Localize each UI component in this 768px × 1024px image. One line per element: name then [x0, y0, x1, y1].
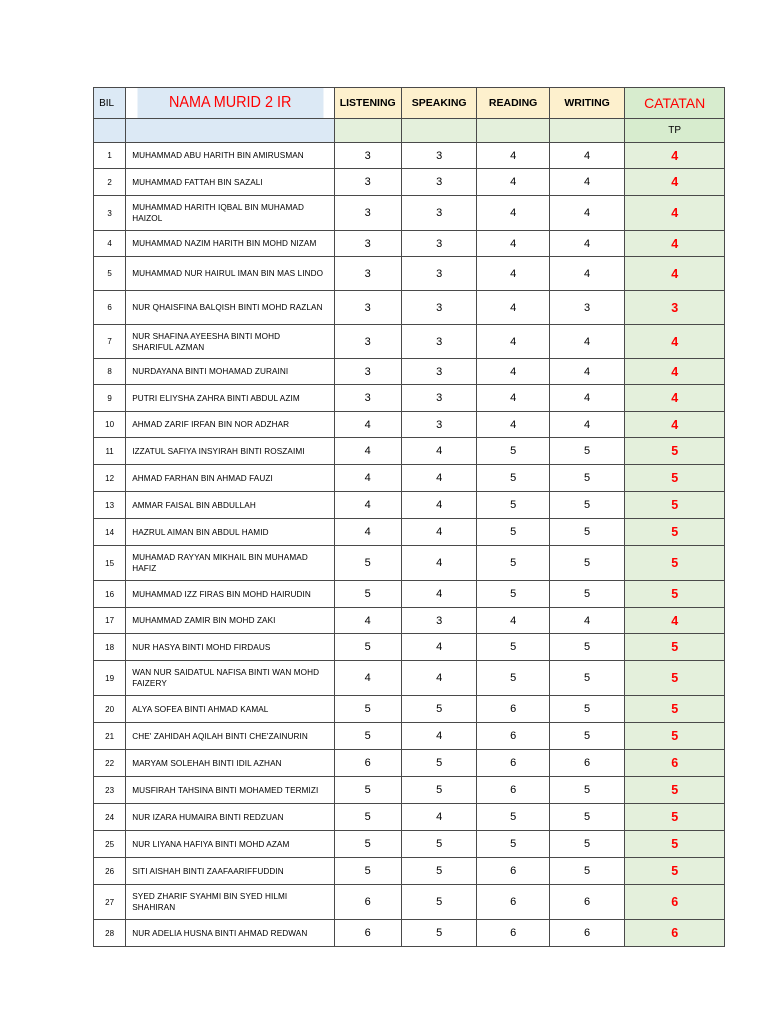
listening-score: 4: [334, 412, 401, 438]
reading-score: 4: [477, 325, 549, 359]
student-name: MUHAMMAD HARITH IQBAL BIN MUHAMAD HAIZOL: [126, 196, 334, 231]
subheader-empty: [401, 119, 476, 143]
table-row: [94, 231, 725, 257]
reading-score: 5: [477, 465, 549, 492]
row-number: 19: [94, 661, 126, 696]
reading-score: 6: [477, 750, 549, 777]
tp-level: 5: [625, 777, 725, 804]
table-row: [94, 661, 725, 696]
tp-level: 5: [625, 438, 725, 465]
student-name: MUHAMAD RAYYAN MIKHAIL BIN MUHAMAD HAFIZ: [126, 546, 334, 581]
row-number: 1: [94, 143, 126, 169]
speaking-score: 3: [401, 257, 476, 291]
table-row: [94, 143, 725, 169]
student-name: AMMAR FAISAL BIN ABDULLAH: [126, 492, 334, 519]
listening-score: 4: [334, 438, 401, 465]
reading-score: 4: [477, 257, 549, 291]
tp-level: 4: [625, 196, 725, 231]
table-row: [94, 546, 725, 581]
speaking-score: 3: [401, 385, 476, 412]
writing-score: 4: [549, 257, 624, 291]
row-number: 14: [94, 519, 126, 546]
student-name: NUR QHAISFINA BALQISH BINTI MOHD RAZLAN: [126, 291, 334, 325]
listening-score: 6: [334, 885, 401, 920]
writing-score: 4: [549, 231, 624, 257]
speaking-score: 4: [401, 661, 476, 696]
writing-score: 4: [549, 325, 624, 359]
listening-score: 5: [334, 634, 401, 661]
reading-score: 6: [477, 920, 549, 947]
tp-level: 3: [625, 291, 725, 325]
writing-score: 5: [549, 858, 624, 885]
reading-score: 6: [477, 885, 549, 920]
listening-score: 5: [334, 723, 401, 750]
speaking-score: 3: [401, 169, 476, 196]
listening-score: 4: [334, 519, 401, 546]
row-number: 15: [94, 546, 126, 581]
reading-score: 4: [477, 143, 549, 169]
reading-score: 5: [477, 546, 549, 581]
student-name: NUR SHAFINA AYEESHA BINTI MOHD SHARIFUL AZMAN: [126, 325, 334, 359]
row-number: 2: [94, 169, 126, 196]
tp-level: 5: [625, 696, 725, 723]
row-number: 11: [94, 438, 126, 465]
table-row: [94, 519, 725, 546]
listening-score: 3: [334, 196, 401, 231]
reading-score: 6: [477, 696, 549, 723]
student-name: MUHAMMAD FATTAH BIN SAZALI: [126, 169, 334, 196]
writing-score: 4: [549, 196, 624, 231]
listening-score: 3: [334, 143, 401, 169]
tp-level: 4: [625, 169, 725, 196]
tp-level: 5: [625, 492, 725, 519]
speaking-score: 3: [401, 359, 476, 385]
row-number: 4: [94, 231, 126, 257]
writing-score: 5: [549, 581, 624, 608]
writing-score: 5: [549, 634, 624, 661]
header-speaking: SPEAKING: [401, 88, 476, 119]
reading-score: 5: [477, 661, 549, 696]
reading-score: 4: [477, 231, 549, 257]
writing-score: 5: [549, 438, 624, 465]
header-class-title: NAMA MURID 2 IR: [136, 88, 323, 119]
writing-score: 5: [549, 777, 624, 804]
table-row: [94, 385, 725, 412]
row-number: 8: [94, 359, 126, 385]
row-number: 13: [94, 492, 126, 519]
speaking-score: 3: [401, 231, 476, 257]
listening-score: 3: [334, 385, 401, 412]
writing-score: 4: [549, 608, 624, 634]
row-number: 16: [94, 581, 126, 608]
speaking-score: 5: [401, 920, 476, 947]
subheader-row: [94, 119, 725, 143]
writing-score: 4: [549, 143, 624, 169]
subheader-empty: [549, 119, 624, 143]
listening-score: 5: [334, 581, 401, 608]
header-writing: WRITING: [549, 88, 624, 119]
student-name: MUHAMMAD ZAMIR BIN MOHD ZAKI: [126, 608, 334, 634]
header-row: [94, 88, 725, 119]
tp-level: 4: [625, 359, 725, 385]
tp-level: 5: [625, 634, 725, 661]
reading-score: 4: [477, 359, 549, 385]
student-name: WAN NUR SAIDATUL NAFISA BINTI WAN MOHD FAIZERY: [126, 661, 334, 696]
table-row: [94, 359, 725, 385]
writing-score: 5: [549, 492, 624, 519]
student-name: MARYAM SOLEHAH BINTI IDIL AZHAN: [126, 750, 334, 777]
writing-score: 3: [549, 291, 624, 325]
listening-score: 3: [334, 325, 401, 359]
row-number: 28: [94, 920, 126, 947]
student-name: MUHAMMAD IZZ FIRAS BIN MOHD HAIRUDIN: [126, 581, 334, 608]
tp-level: 4: [625, 231, 725, 257]
tp-level: 4: [625, 143, 725, 169]
subheader-empty: [477, 119, 549, 143]
writing-score: 6: [549, 750, 624, 777]
table-row: [94, 169, 725, 196]
listening-score: 3: [334, 231, 401, 257]
table-row: [94, 885, 725, 920]
row-number: 12: [94, 465, 126, 492]
row-number: 21: [94, 723, 126, 750]
listening-score: 5: [334, 831, 401, 858]
subheader-empty: [334, 119, 401, 143]
student-name: NURDAYANA BINTI MOHAMAD ZURAINI: [126, 359, 334, 385]
listening-score: 4: [334, 661, 401, 696]
student-name: CHE' ZAHIDAH AQILAH BINTI CHE'ZAINURIN: [126, 723, 334, 750]
speaking-score: 5: [401, 696, 476, 723]
writing-score: 5: [549, 546, 624, 581]
listening-score: 6: [334, 750, 401, 777]
reading-score: 5: [477, 634, 549, 661]
row-number: 24: [94, 804, 126, 831]
row-number: 9: [94, 385, 126, 412]
writing-score: 5: [549, 519, 624, 546]
listening-score: 4: [334, 465, 401, 492]
writing-score: 5: [549, 465, 624, 492]
writing-score: 4: [549, 359, 624, 385]
row-number: 20: [94, 696, 126, 723]
student-name: ALYA SOFEA BINTI AHMAD KAMAL: [126, 696, 334, 723]
tp-level: 4: [625, 257, 725, 291]
table-row: [94, 750, 725, 777]
row-number: 3: [94, 196, 126, 231]
speaking-score: 4: [401, 581, 476, 608]
student-name: HAZRUL AIMAN BIN ABDUL HAMID: [126, 519, 334, 546]
student-name: NUR LIYANA HAFIYA BINTI MOHD AZAM: [126, 831, 334, 858]
reading-score: 6: [477, 777, 549, 804]
student-name: AHMAD FARHAN BIN AHMAD FAUZI: [126, 465, 334, 492]
table-row: [94, 608, 725, 634]
reading-score: 6: [477, 723, 549, 750]
tp-level: 5: [625, 661, 725, 696]
reading-score: 5: [477, 831, 549, 858]
writing-score: 4: [549, 385, 624, 412]
row-number: 27: [94, 885, 126, 920]
table-row: [94, 257, 725, 291]
table-row: [94, 438, 725, 465]
writing-score: 6: [549, 885, 624, 920]
tp-level: 5: [625, 546, 725, 581]
table-row: [94, 291, 725, 325]
table-row: [94, 777, 725, 804]
reading-score: 4: [477, 291, 549, 325]
header-reading: READING: [477, 88, 549, 119]
listening-score: 5: [334, 858, 401, 885]
student-name: NUR IZARA HUMAIRA BINTI REDZUAN: [126, 804, 334, 831]
tp-level: 5: [625, 465, 725, 492]
row-number: 5: [94, 257, 126, 291]
student-name: MUHAMMAD NAZIM HARITH BIN MOHD NIZAM: [126, 231, 334, 257]
speaking-score: 3: [401, 196, 476, 231]
speaking-score: 5: [401, 777, 476, 804]
speaking-score: 3: [401, 608, 476, 634]
table-row: [94, 465, 725, 492]
speaking-score: 4: [401, 804, 476, 831]
student-name: NUR HASYA BINTI MOHD FIRDAUS: [126, 634, 334, 661]
speaking-score: 4: [401, 465, 476, 492]
speaking-score: 4: [401, 723, 476, 750]
header-catatan: CATATAN: [625, 88, 725, 119]
writing-score: 5: [549, 661, 624, 696]
table-row: [94, 831, 725, 858]
table-row: [94, 325, 725, 359]
speaking-score: 5: [401, 750, 476, 777]
student-score-table: [93, 87, 725, 947]
tp-level: 5: [625, 831, 725, 858]
table-row: [94, 804, 725, 831]
listening-score: 6: [334, 920, 401, 947]
reading-score: 5: [477, 804, 549, 831]
tp-level: 6: [625, 920, 725, 947]
table-row: [94, 858, 725, 885]
writing-score: 6: [549, 920, 624, 947]
student-name: PUTRI ELIYSHA ZAHRA BINTI ABDUL AZIM: [126, 385, 334, 412]
speaking-score: 3: [401, 143, 476, 169]
table-row: [94, 492, 725, 519]
tp-level: 5: [625, 723, 725, 750]
speaking-score: 4: [401, 492, 476, 519]
row-number: 25: [94, 831, 126, 858]
student-name: SYED ZHARIF SYAHMI BIN SYED HILMI SHAHIRAN: [126, 885, 334, 920]
speaking-score: 5: [401, 885, 476, 920]
table-row: [94, 196, 725, 231]
header-bil: BIL: [94, 88, 126, 119]
listening-score: 5: [334, 777, 401, 804]
speaking-score: 4: [401, 438, 476, 465]
row-number: 7: [94, 325, 126, 359]
student-name: MUHAMMAD NUR HAIRUL IMAN BIN MAS LINDO: [126, 257, 334, 291]
tp-level: 6: [625, 750, 725, 777]
table-row: [94, 412, 725, 438]
student-name: MUSFIRAH TAHSINA BINTI MOHAMED TERMIZI: [126, 777, 334, 804]
speaking-score: 4: [401, 634, 476, 661]
speaking-score: 3: [401, 291, 476, 325]
tp-level: 6: [625, 885, 725, 920]
writing-score: 5: [549, 831, 624, 858]
listening-score: 3: [334, 257, 401, 291]
student-name: SITI AISHAH BINTI ZAAFAARIFFUDDIN: [126, 858, 334, 885]
tp-level: 4: [625, 385, 725, 412]
speaking-score: 5: [401, 858, 476, 885]
table-row: [94, 723, 725, 750]
reading-score: 4: [477, 412, 549, 438]
speaking-score: 3: [401, 412, 476, 438]
reading-score: 6: [477, 858, 549, 885]
header-listening: LISTENING: [334, 88, 401, 119]
student-name: AHMAD ZARIF IRFAN BIN NOR ADZHAR: [126, 412, 334, 438]
tp-level: 5: [625, 581, 725, 608]
listening-score: 4: [334, 608, 401, 634]
reading-score: 4: [477, 169, 549, 196]
subheader-empty: [94, 119, 126, 143]
tp-level: 5: [625, 858, 725, 885]
row-number: 23: [94, 777, 126, 804]
listening-score: 3: [334, 169, 401, 196]
reading-score: 5: [477, 492, 549, 519]
row-number: 22: [94, 750, 126, 777]
speaking-score: 5: [401, 831, 476, 858]
student-name: MUHAMMAD ABU HARITH BIN AMIRUSMAN: [126, 143, 334, 169]
row-number: 17: [94, 608, 126, 634]
row-number: 18: [94, 634, 126, 661]
reading-score: 5: [477, 519, 549, 546]
student-name: IZZATUL SAFIYA INSYIRAH BINTI ROSZAIMI: [126, 438, 334, 465]
tp-level: 4: [625, 412, 725, 438]
reading-score: 4: [477, 385, 549, 412]
reading-score: 5: [477, 438, 549, 465]
speaking-score: 4: [401, 546, 476, 581]
row-number: 10: [94, 412, 126, 438]
listening-score: 5: [334, 546, 401, 581]
table-row: [94, 581, 725, 608]
tp-level: 4: [625, 325, 725, 359]
table-row: [94, 696, 725, 723]
listening-score: 5: [334, 804, 401, 831]
writing-score: 4: [549, 169, 624, 196]
writing-score: 5: [549, 804, 624, 831]
writing-score: 4: [549, 412, 624, 438]
student-name: NUR ADELIA HUSNA BINTI AHMAD REDWAN: [126, 920, 334, 947]
reading-score: 4: [477, 608, 549, 634]
tp-level: 5: [625, 519, 725, 546]
table-row: [94, 920, 725, 947]
listening-score: 3: [334, 291, 401, 325]
tp-level: 5: [625, 804, 725, 831]
row-number: 26: [94, 858, 126, 885]
table-row: [94, 634, 725, 661]
listening-score: 3: [334, 359, 401, 385]
listening-score: 4: [334, 492, 401, 519]
writing-score: 5: [549, 723, 624, 750]
speaking-score: 4: [401, 519, 476, 546]
row-number: 6: [94, 291, 126, 325]
listening-score: 5: [334, 696, 401, 723]
subheader-empty: [126, 119, 334, 143]
writing-score: 5: [549, 696, 624, 723]
header-tp: TP: [625, 119, 725, 143]
tp-level: 4: [625, 608, 725, 634]
reading-score: 4: [477, 196, 549, 231]
reading-score: 5: [477, 581, 549, 608]
speaking-score: 3: [401, 325, 476, 359]
